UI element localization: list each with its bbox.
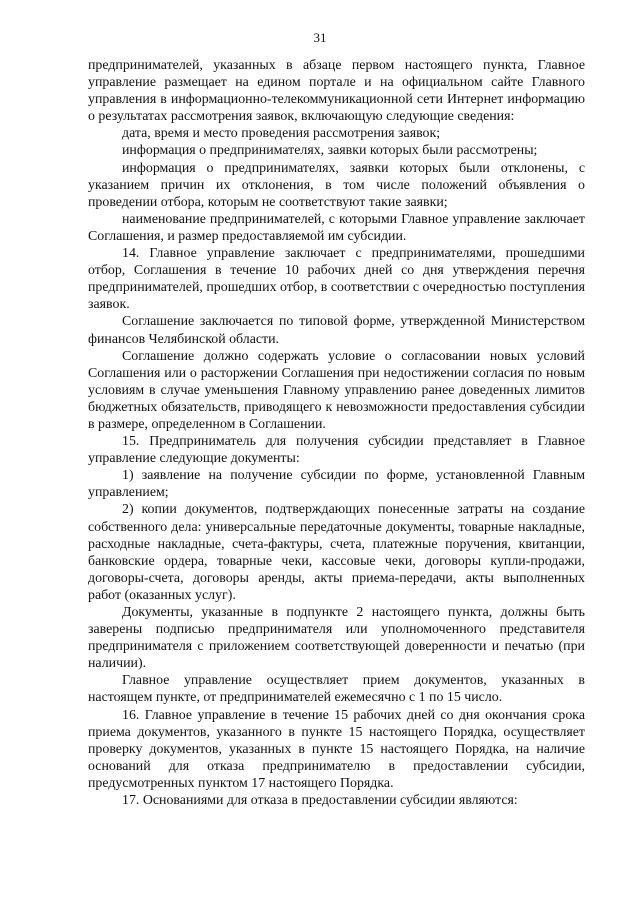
paragraph-list-item-date: дата, время и место проведения рассмотрения заявок; xyxy=(122,126,441,142)
paragraph-item-14: 14. Главное управление заключает с предпринимателями, прошедшими отбор, Соглашения в течение 10 рабочих дней со дня утверждения перечня предпринимателей, прошедших отбор, в соответствии с очередностью поступления заявок. xyxy=(88,246,585,313)
paragraph-list-item-reviewed: информация о предпринимателях, заявки которых были рассмотрены; xyxy=(122,143,538,159)
paragraph-subitem-1: 1) заявление на получение субсидии по форме, установленной Главным управлением; xyxy=(88,468,585,501)
paragraph-item-17: 17. Основаниями для отказа в предоставлении субсидии являются: xyxy=(122,793,518,809)
paragraph-list-item-rejected: информация о предпринимателях, заявки которых были отклонены, с указанием причин их отклонения, в том числе положений объявления о проведении отбора, которым не соответствуют такие заявки; xyxy=(88,160,585,210)
paragraph-item-15: 15. Предприниматель для получения субсидии представляет в Главное управление следующие документы: xyxy=(88,434,585,467)
paragraph-agreement-form: Соглашение заключается по типовой форме, утвержденной Министерством финансов Челябинской области. xyxy=(88,314,585,347)
paragraph-documents-certified: Документы, указанные в подпункте 2 настоящего пункта, должны быть заверены подписью предпринимателя или уполномоченного представителя предпринимателя с приложением соответствующей доверенности и печатью (при наличии). xyxy=(88,605,585,672)
paragraph-subitem-2: 2) копии документов, подтверждающих понесенные затраты на создание собственного дела: универсальные передаточные документы, товарные накладные, расходные накладные, счета-фактуры, счета, платежные поручения, квитанции, банковские ордера, товарные чеки, кассовые чеки, договоры купли-продажи, договоры-счета, договоры аренды, акты приема-передачи, акты выполненных работ (оказанных услуг). xyxy=(88,502,585,603)
paragraph-agreement-conditions: Соглашение должно содержать условие о согласовании новых условий Соглашения или о расторжении Соглашения при недостижении согласия по новым условиям в случае уменьшения Главному управлению ранее доведенных лимитов бюджетных обязательств, приводящего к невозможности предоставления субсидии в размере, определенном в Соглашении. xyxy=(88,348,585,432)
paragraph-list-item-agreements: наименование предпринимателей, с которыми Главное управление заключает Соглашения, и размер предоставляемой им субсидии. xyxy=(88,211,585,244)
paragraph-continuation: предпринимателей, указанных в абзаце первом настоящего пункта, Главное управление размещает на едином портале и на официальном сайте Главного управления в информационно-телекоммуникационной сети Интернет информацию о результатах рассмотрения заявок, включающую следующие сведения: xyxy=(88,58,585,125)
document-body xyxy=(88,57,585,809)
page-number: 31 xyxy=(313,30,327,45)
paragraph-acceptance-period: Главное управление осуществляет прием документов, указанных в настоящем пункте, от предпринимателей ежемесячно с 1 по 15 число. xyxy=(88,673,585,706)
paragraph-item-16: 16. Главное управление в течение 15 рабочих дней со дня окончания срока приема документов, указанного в пункте 15 настоящего Порядка, осуществляет проверку документов, указанных в пункте 15 настоящего Порядка, на наличие оснований для отказа предпринимателю в предоставлении субсидии, предусмотренных пунктом 17 настоящего Порядка. xyxy=(88,707,585,791)
